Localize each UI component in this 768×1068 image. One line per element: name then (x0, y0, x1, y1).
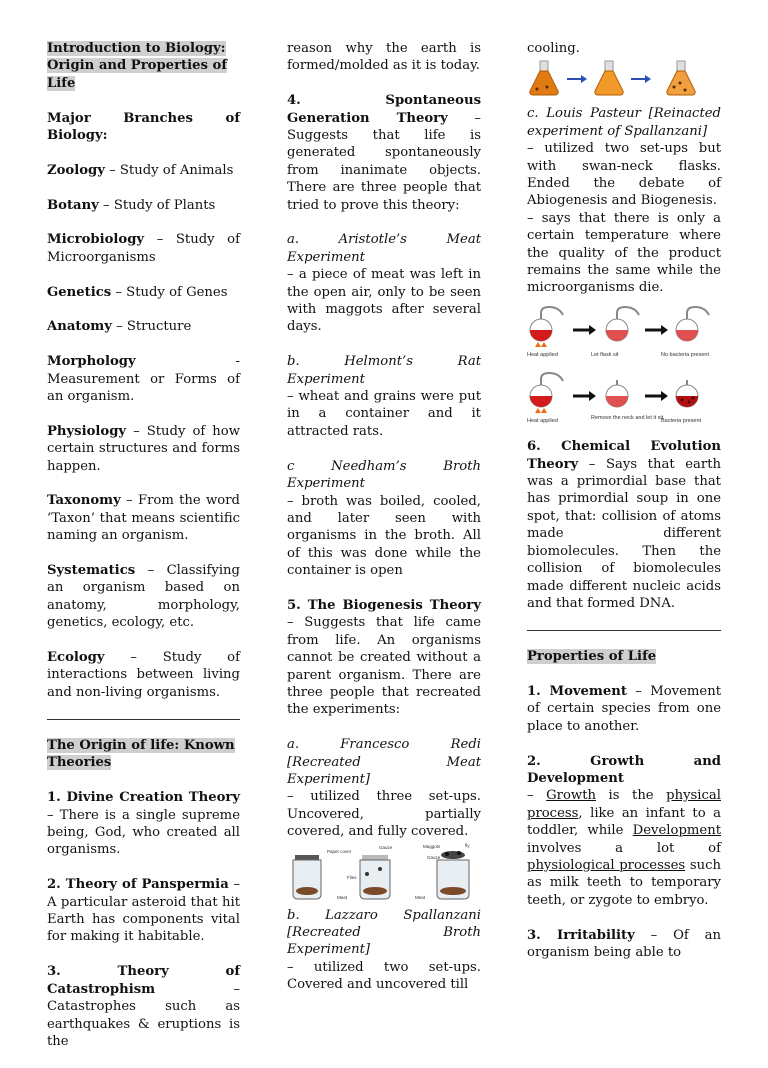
label-heat-applied-1: Heat applied (527, 352, 558, 359)
branch-morphology: Morphology - Measurement or Forms of an organism. (47, 354, 240, 405)
branch-anatomy: Anatomy – Structure (47, 319, 192, 335)
swan-flask-row2-c (676, 380, 698, 407)
branch-ecology: Ecology – Study of interactions between living and non-living organisms. (47, 650, 240, 700)
jar-gauze (360, 855, 390, 899)
branch-zoology: Zoology – Study of Animals (47, 162, 234, 178)
doc-title (47, 40, 240, 92)
property-movement: 1. Movement – Movement of certain species from one place to another. (527, 683, 721, 734)
label-no-bacteria: No bacteria present (661, 352, 709, 359)
redi-jars-figure (287, 841, 481, 901)
arrow-1 (567, 75, 587, 83)
pasteur-flasks-figure (527, 304, 721, 432)
label-gauze: Gauze (379, 844, 393, 850)
flask-1 (530, 61, 558, 95)
aristotle-exp: a. Aristotle’s Meat Experiment – a piece of meat was left in the open air, only to be seen with maggots after several days. (287, 232, 481, 335)
label-fly: fly (465, 842, 470, 848)
swan-flask-row1-b (606, 307, 639, 341)
theory-catastrophism: 3. Theory of Catastrophism – Catastrophes such as earthquakes & eruptions is the (47, 964, 240, 1049)
flask-2 (595, 61, 623, 95)
swan-flask-row1-a (530, 307, 563, 347)
divider-2 (527, 630, 721, 631)
swan-flask-row2-a (530, 373, 563, 413)
column-1 (47, 40, 240, 1068)
spallanzani-flasks-figure (527, 57, 721, 99)
branch-microbiology: Microbiology – Study of Microorganisms (47, 232, 240, 265)
branch-taxonomy: Taxonomy – From the word ‘Taxon’ that means scientific naming an organism. (47, 493, 240, 544)
property-irritability: 3. Irritability – Of an organism being able to (527, 927, 721, 960)
doc-title-line1: Introduction to Biology: (47, 41, 226, 56)
label-paper-cover: Paper cover (327, 848, 352, 854)
label-meat-2: Meat (415, 894, 426, 900)
theory-chemical-evolution: 6. Chemical Evolution Theory – Says that earth was a primordial base that has primordial soup in one spot, that: collision of atoms made different biomolecules. Then the collision of biomolecules made different nucleic acids and that formed DNA. (527, 439, 721, 611)
label-let-flask-sit: Let flask sit (591, 352, 619, 359)
branches-heading: Major Branches of Biology: (47, 110, 240, 144)
label-bacteria-present: Bacteria present (661, 418, 702, 425)
jar-open (437, 851, 469, 899)
redi-exp: a. Francesco Redi [Recreated Meat Experiment] – utilized three set-ups. Uncovered, partially covered, and fully covered. (287, 737, 481, 840)
swan-flask-row2-b (606, 380, 628, 407)
theory-spontaneous: 4. Spontaneous Generation Theory – Suggests that life is generated spontaneously from inanimate objects. There are three people that tried to prove this theory: (287, 93, 481, 213)
theory-divine: 1. Divine Creation Theory – There is a single supreme being, God, who created all organisms. (47, 790, 240, 858)
column-3 (527, 40, 721, 979)
branch-physiology: Physiology – Study of how certain structures and forms happen. (47, 423, 240, 474)
label-gauze-2: Gauze (427, 854, 441, 860)
theory-biogenesis: 5. The Biogenesis Theory – Suggests that life came from life. An organisms cannot be created without a parent organism. There are three people that recreated the experiments: (287, 597, 481, 718)
properties-heading: Properties of Life (527, 649, 657, 665)
branch-botany: Botany – Study of Plants (47, 197, 216, 213)
label-heat-applied-2: Heat applied (527, 418, 558, 425)
label-maggots: Maggots (423, 843, 441, 849)
theory-panspermia: 2. Theory of Panspermia – A particular asteroid that hit Earth has components vital for making it habitable. (47, 877, 240, 945)
doc-title-line2: Origin and Properties of Life (47, 58, 227, 91)
needham-exp: c Needham’s Broth Experiment – broth was boiled, cooled, and later seen with organisms in the broth. All of this was done while the container is open (287, 458, 481, 579)
divider (47, 719, 240, 720)
branch-genetics: Genetics – Study of Genes (47, 284, 228, 300)
pasteur-exp: c. Louis Pasteur [Reinacted experiment of Spallanzani] – utilized two set-ups but with swan-neck flasks. Ended the debate of Abiogenesis and Biogenesis. – says that there is only a certain temperature where the quality of the product remains the same while the microorganisms die. (527, 106, 721, 296)
column-2 (287, 40, 481, 994)
jar-paper-cover (293, 855, 321, 899)
branch-systematics: Systematics – Classifying an organism based on anatomy, morphology, genetics, ecology, etc. (47, 563, 240, 631)
swan-flask-row1-c (676, 307, 709, 341)
catastrophism-cont: reason why the earth is formed/molded as it is today. (287, 41, 481, 74)
origin-heading: The Origin of life: Known Theories (47, 738, 235, 771)
property-growth: 2. Growth and Development – Growth is the physical process, like an infant to a toddler, while Development involves a lot of physiological processes such as milk teeth to temporary teeth, or zygote to embryo. (527, 753, 721, 908)
flask-3 (667, 61, 695, 95)
label-meat: Meat (337, 894, 348, 900)
spallanzani-cont: cooling. (527, 41, 580, 56)
arrow-2 (631, 75, 651, 83)
helmont-exp: b. Helmont’s Rat Experiment – wheat and grains were put in a container and it attracted rats. (287, 354, 481, 439)
label-remove-neck: Remove the neck and let it sit (591, 415, 664, 422)
spallanzani-exp: b. Lazzaro Spallanzani [Recreated Broth Experiment] – utilized two set-ups. Covered and uncovered till (287, 907, 481, 993)
label-flies: Flies (347, 874, 357, 880)
